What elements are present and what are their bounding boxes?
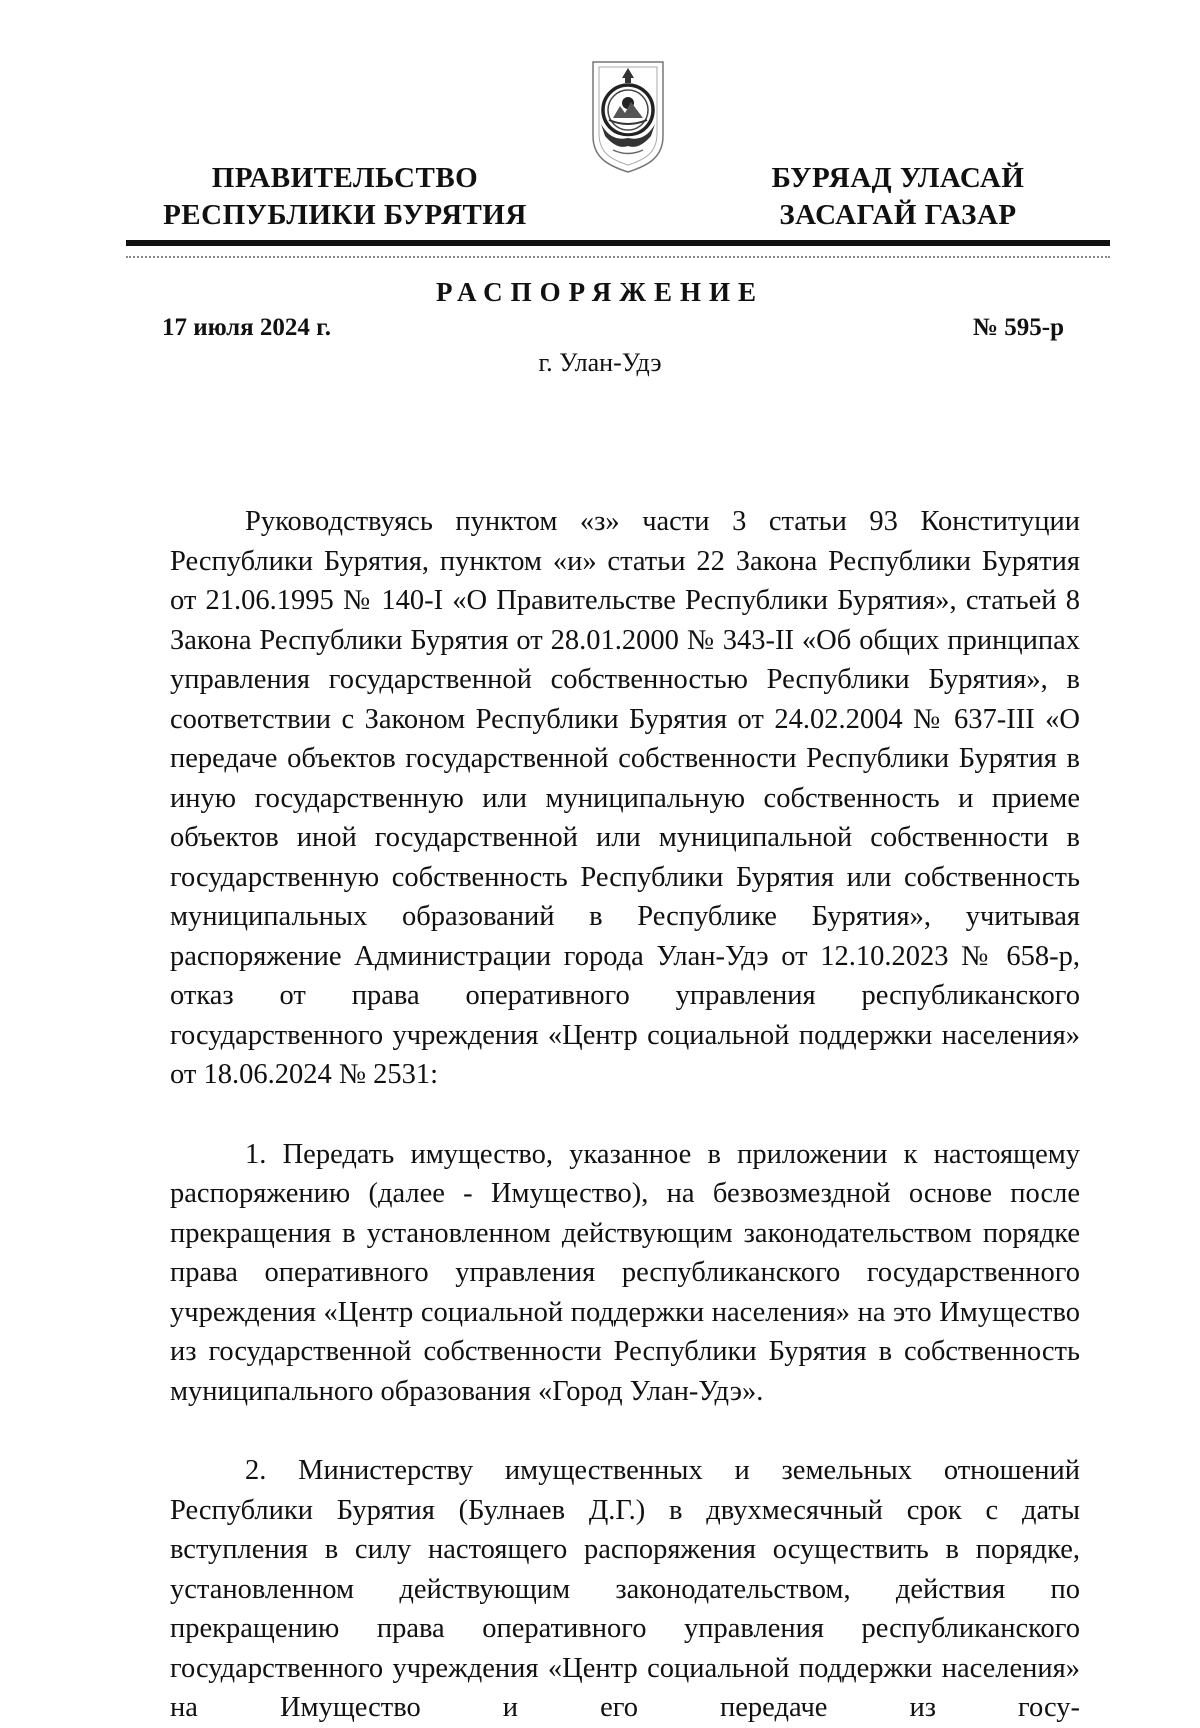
document-number: № 595-р bbox=[972, 314, 1064, 341]
coat-of-arms-icon bbox=[589, 58, 667, 176]
clause-1-paragraph: 1. Передать имущество, указанное в приложении к настоящему распоряжению (далее - Имущество), на безвозмездной основе после прекращения в установленном действующим законодательством порядке права оперативного управления республиканского государственного учреждения «Центр социальной поддержки населения» на это Имущество из государственной собственности Республики Бурятия в собственность муниципального образования «Город Улан-Удэ». bbox=[170, 1138, 1080, 1407]
document-body bbox=[170, 502, 1080, 1728]
header-divider bbox=[126, 240, 1110, 246]
document-type-title: РАСПОРЯЖЕНИЕ bbox=[435, 277, 765, 307]
preamble-paragraph: Руководствуясь пунктом «з» части 3 статьи 93 Конституции Республики Бурятия, пунктом «и» статьи 22 Закона Республики Бурятия от 21.06.1995 № 140-I «О Правительстве Республики Бурятия», статьей 8 Закона Республики Бурятия от 28.01.2000 № 343-II «Об общих принципах управления государственной собственностью Республики Бурятия», в соответствии с Законом Республики Бурятия от 24.02.2004 № 637-III «О передаче объектов государственной собственности Республики Бурятия в иную государственную или муниципальную собственность и приеме объектов иной государственной или муниципальной собственности в государственную собственность Республики Бурятия или собственность муниципальных образований в Республике Бурятия», учитывая распоряжение Администрации города Улан-Удэ от 12.10.2023 № 658-р, отказ от права оперативного управления республиканского государственного учреждения «Центр социальной поддержки населения» от 18.06.2024 № 2531: bbox=[170, 506, 1080, 1090]
government-name-buryat-line-1: БУРЯАД УЛАСАЙ bbox=[771, 162, 1025, 194]
header-divider-dotted bbox=[126, 256, 1110, 258]
government-name-russian bbox=[150, 160, 540, 234]
government-name-buryat-line-2: ЗАСАГАЙ ГАЗАР bbox=[779, 199, 1017, 231]
government-name-line-1: ПРАВИТЕЛЬСТВО bbox=[211, 162, 479, 194]
government-name-buryat bbox=[748, 160, 1048, 234]
clause-2-paragraph: 2. Министерству имущественных и земельных отношений Республики Бурятия (Булнаев Д.Г.) в двухмесячный срок с даты вступления в силу настоящего распоряжения осуществить в порядке, установленном действующим законодательством, действия по прекращению права оперативного управления республиканского государственного учреждения «Центр социальной поддержки населения» на Имущество и его передаче из госу- bbox=[170, 1455, 1080, 1723]
document-date: 17 июля 2024 г. bbox=[162, 314, 331, 341]
document-city: г. Улан-Удэ bbox=[538, 348, 662, 377]
government-name-line-2: РЕСПУБЛИКИ БУРЯТИЯ bbox=[163, 199, 527, 231]
coat-of-arms-emblem bbox=[589, 58, 667, 176]
